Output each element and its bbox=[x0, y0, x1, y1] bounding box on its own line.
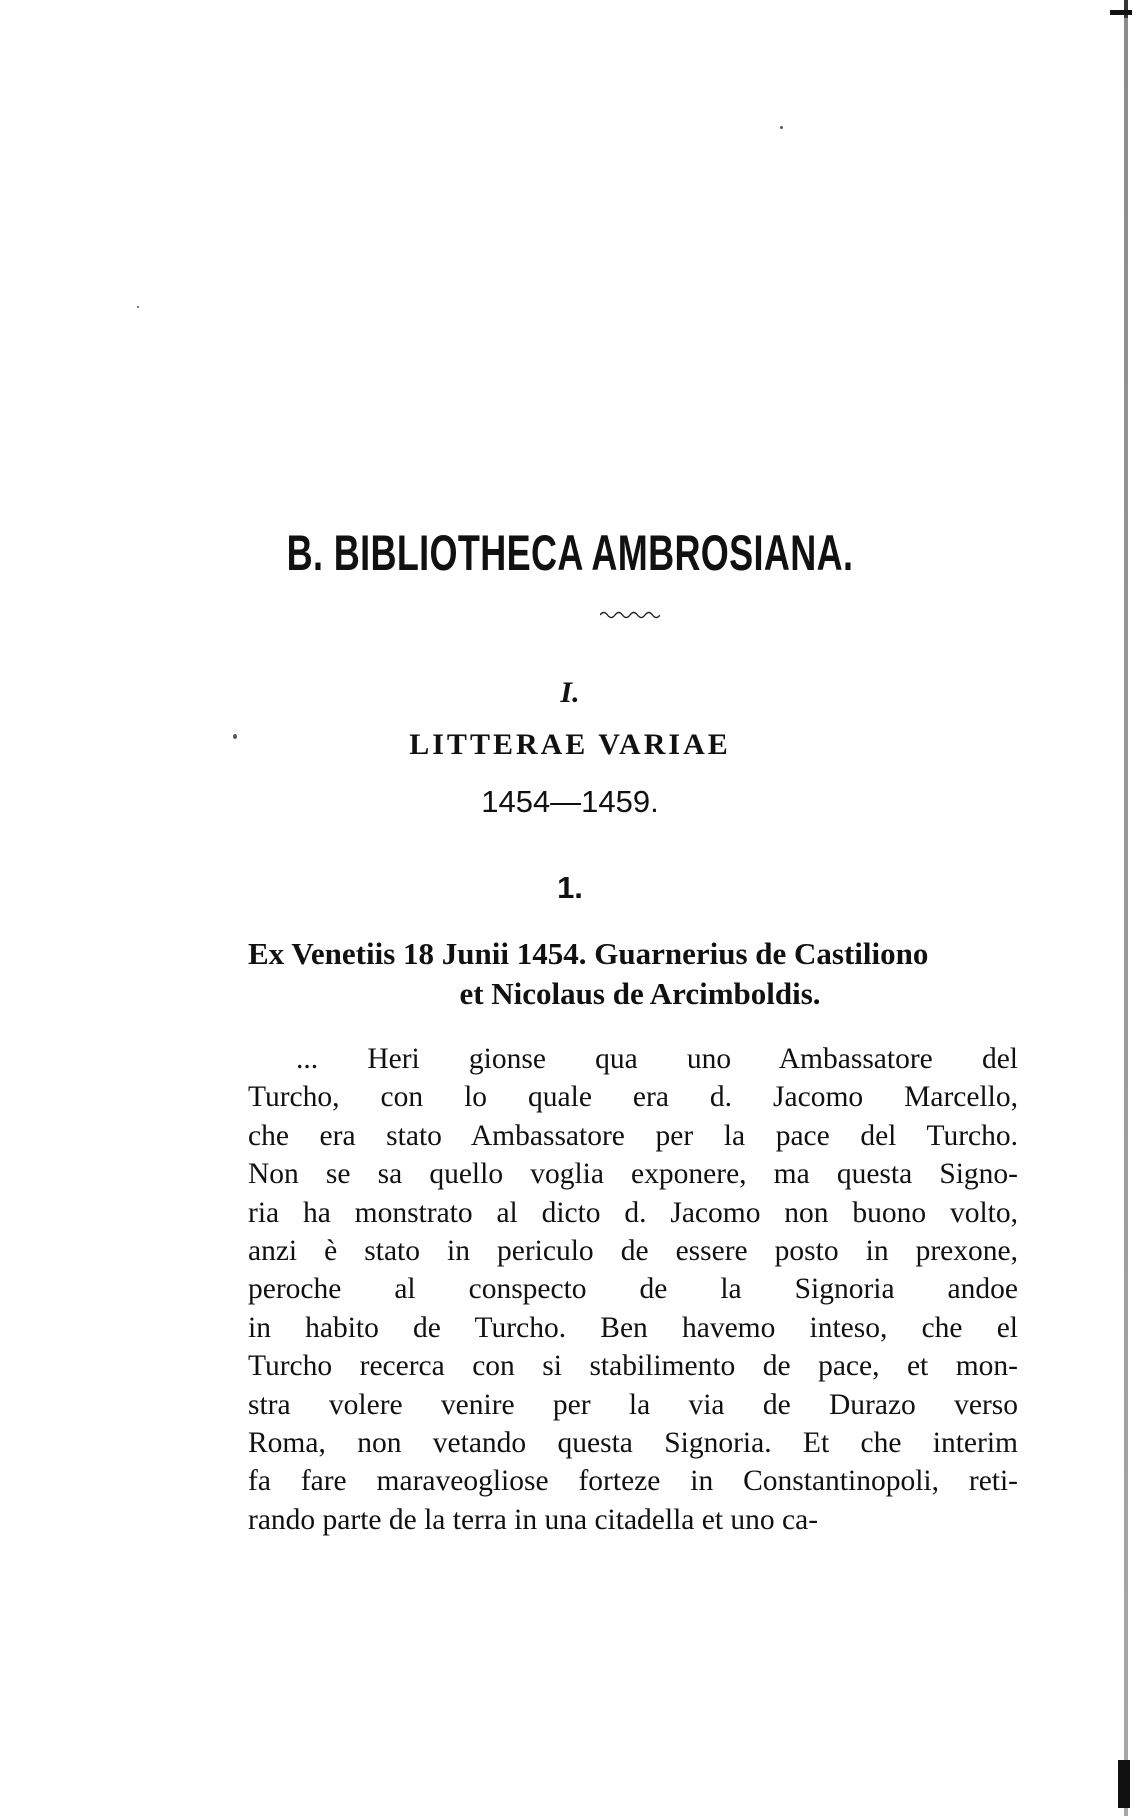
letter-heading-line-1: Ex Venetiis 18 Junii 1454. Guarnerius de Castiliono bbox=[248, 936, 929, 971]
body-line: fa fare maraveogliose forteze in Constantinopoli, reti- bbox=[248, 1465, 1018, 1498]
page-edge-mark-bottom bbox=[1118, 1760, 1130, 1808]
letter-number: 1. bbox=[557, 870, 583, 905]
body-line: Roma, non vetando questa Signoria. Et che interim bbox=[248, 1426, 1018, 1459]
page-edge-mark-top bbox=[1110, 10, 1132, 15]
ink-speck bbox=[780, 126, 783, 129]
body-line: anzi è stato in periculo de essere posto in prexone, bbox=[248, 1234, 1018, 1267]
letter-body bbox=[248, 1040, 1018, 1539]
part-title: LITTERAE VARIAE bbox=[409, 728, 731, 761]
letter-heading-line-2: et Nicolaus de Arcimboldis. bbox=[459, 976, 821, 1011]
body-line: rando parte de la terra in una citadella et uno ca- bbox=[248, 1503, 819, 1536]
section-title: B. BIBLIOTHECA AMBROSIANA. bbox=[286, 525, 854, 581]
part-date-range: 1454—1459. bbox=[481, 784, 659, 819]
body-line: Non se sa quello voglia exponere, ma questa Signo- bbox=[248, 1158, 1018, 1191]
body-line: Turcho recerca con si stabilimento de pace, et mon- bbox=[248, 1350, 1018, 1383]
body-line: ria ha monstrato al dicto d. Jacomo non buono volto, bbox=[248, 1196, 1018, 1229]
wavy-rule-ornament bbox=[600, 610, 660, 620]
ink-speck bbox=[137, 306, 139, 308]
body-line: che era stato Ambassatore per la pace del Turcho. bbox=[248, 1119, 1018, 1152]
page-edge-line bbox=[1124, 0, 1128, 1816]
body-line: Turcho, con lo quale era d. Jacomo Marcello, bbox=[248, 1081, 1018, 1114]
part-number: I. bbox=[560, 676, 580, 709]
body-line: peroche al conspecto de la Signoria andoe bbox=[248, 1273, 1018, 1306]
body-line: stra volere venire per la via de Durazo verso bbox=[248, 1388, 1018, 1421]
body-line: ... Heri gionse qua uno Ambassatore del bbox=[296, 1043, 1018, 1075]
body-line: in habito de Turcho. Ben havemo inteso, che el bbox=[248, 1311, 1018, 1344]
